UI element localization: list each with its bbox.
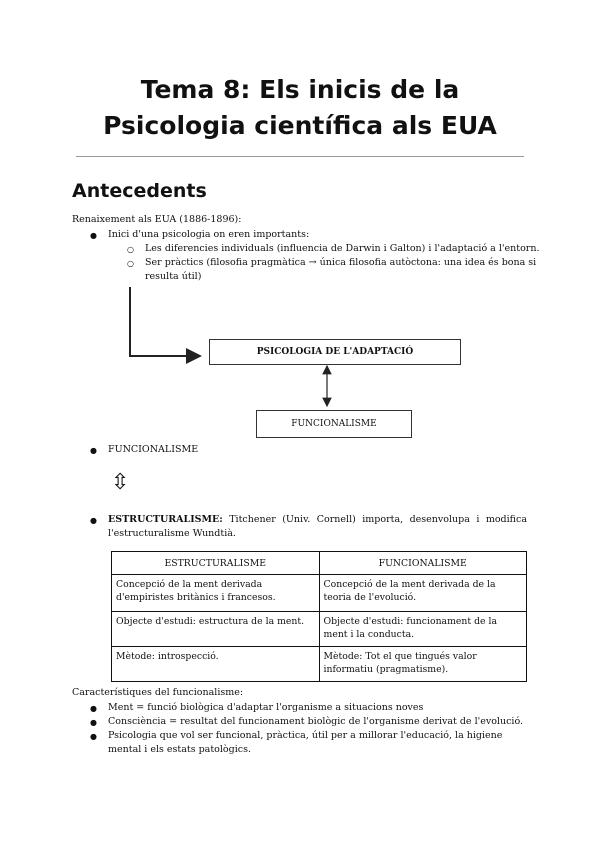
bullet-funcionalisme: FUNCIONALISME bbox=[108, 444, 199, 455]
table-row bbox=[112, 647, 527, 682]
connector-line bbox=[130, 287, 200, 356]
table-cell: Concepció de la ment derivada d'empiristes britànics i francesos. bbox=[112, 575, 320, 612]
bullet-icon: ● bbox=[90, 732, 97, 741]
sub-bullet-practics-2: resulta útil) bbox=[145, 271, 202, 282]
diagram-box-funcionalisme: FUNCIONALISME bbox=[256, 410, 412, 438]
table-cell: Mètode: Tot el que tingués valor informatiu (pragmatisme). bbox=[319, 647, 527, 682]
bullet-icon: ● bbox=[90, 446, 97, 455]
updown-arrow-icon: ⇳ bbox=[111, 470, 130, 495]
table-cell: Mètode: introspecció. bbox=[112, 647, 320, 682]
comparison-table bbox=[111, 551, 527, 682]
characteristics-title: Característiques del funcionalisme: bbox=[72, 687, 244, 698]
estructuralisme-label: ESTRUCTURALISME: bbox=[108, 514, 223, 525]
title-line-2: Psicologia científica als EUA bbox=[103, 111, 497, 140]
characteristic-item: Psicologia que vol ser funcional, pràctica, útil per a millorar l'educació, la higiene mental i els estats patològics. bbox=[108, 730, 503, 755]
circle-bullet-icon: ○ bbox=[127, 259, 134, 268]
characteristic-item: Consciència = resultat del funcionament biològic de l'organisme derivat de l'evolució. bbox=[108, 716, 524, 727]
table-header: FUNCIONALISME bbox=[319, 552, 527, 575]
bullet-icon: ● bbox=[90, 718, 97, 727]
title-line-1: Tema 8: Els inicis de la bbox=[140, 75, 460, 104]
table-cell: Concepció de la ment derivada de la teoria de l'evolució. bbox=[319, 575, 527, 612]
table-row bbox=[112, 612, 527, 647]
section-heading: Antecedents bbox=[72, 180, 207, 202]
sub-bullet-practics-1: Ser pràctics (filosofia pragmàtica → única filosofia autòctona: una idea és bona si bbox=[145, 257, 537, 268]
bullet-inici: Inici d'una psicologia on eren importants: bbox=[108, 229, 310, 240]
bullet-icon: ● bbox=[90, 516, 97, 525]
estructuralisme-text: Titchener (Univ. Cornell) importa, desenvolupa i modifica l'estructuralisme Wundtià. bbox=[108, 514, 527, 539]
table-header-row bbox=[112, 552, 527, 575]
diagram-box-adaptacio: PSICOLOGIA DE L'ADAPTACIÓ bbox=[209, 339, 461, 365]
characteristic-item: Ment = funció biològica d'adaptar l'organisme a situacions noves bbox=[108, 702, 424, 713]
circle-bullet-icon: ○ bbox=[127, 245, 134, 254]
table-cell: Objecte d'estudi: funcionament de la ment i la conducta. bbox=[319, 612, 527, 647]
bullet-icon: ● bbox=[90, 704, 97, 713]
bullet-icon: ● bbox=[90, 231, 97, 240]
table-cell: Objecte d'estudi: estructura de la ment. bbox=[112, 612, 320, 647]
intro-text: Renaixement als EUA (1886-1896): bbox=[72, 214, 242, 225]
table-header: ESTRUCTURALISME bbox=[112, 552, 320, 575]
sub-bullet-diferencies: Les diferencies individuals (influencia de Darwin i Galton) i l'adaptació a l'entorn. bbox=[145, 243, 540, 254]
table-row bbox=[112, 575, 527, 612]
bullet-estructuralisme bbox=[108, 513, 527, 541]
